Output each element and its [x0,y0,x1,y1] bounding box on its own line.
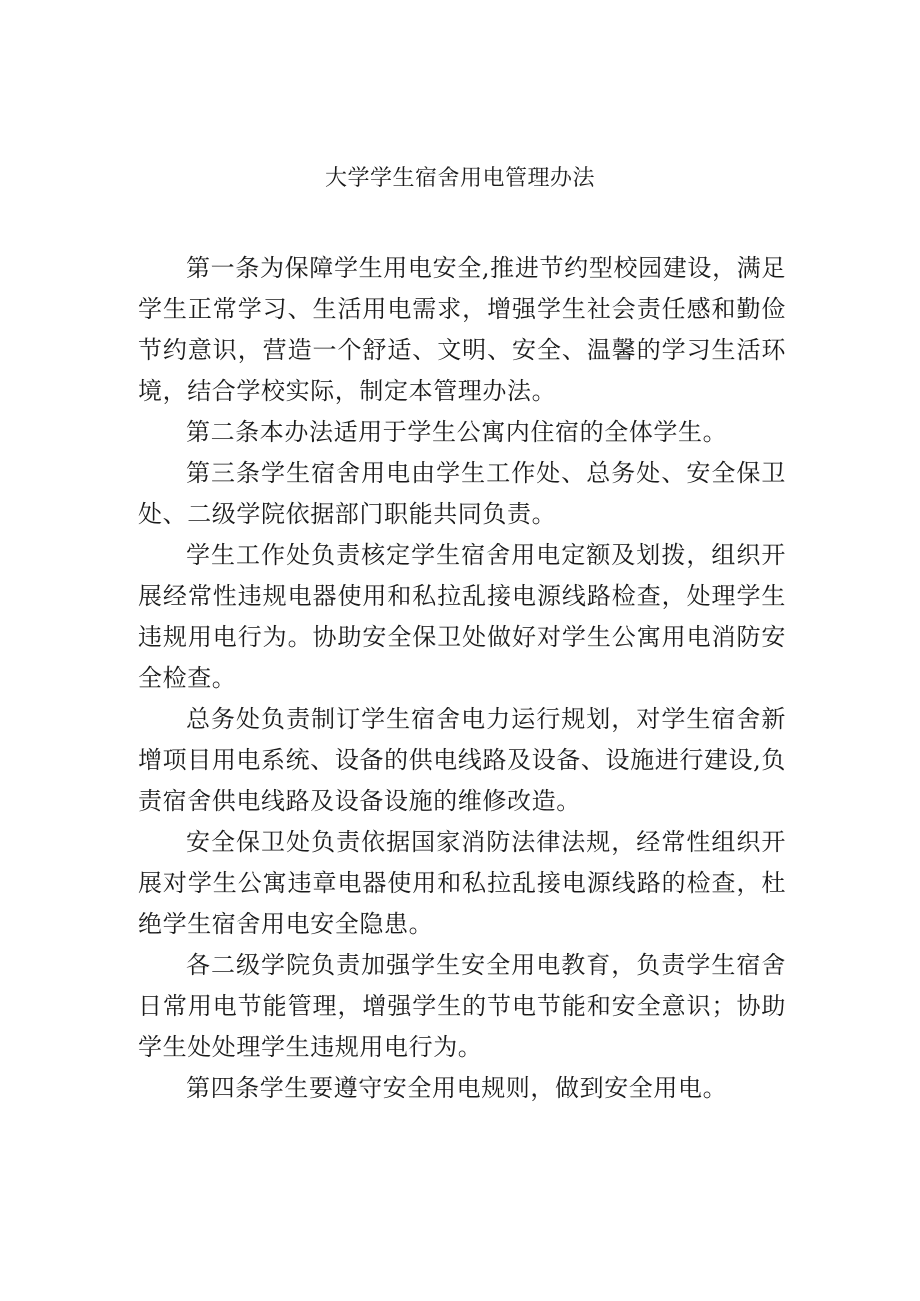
general-affairs-duty-paragraph: 总务处负责制订学生宿舍电力运行规划，对学生宿舍新增项目用电系统、设备的供电线路及设备、设施进行建设,负责宿舍供电线路及设备设施的维修改造。 [138,705,786,815]
article-3-paragraph: 第三条学生宿舍用电由学生工作处、总务处、安全保卫处、二级学院依据部门职能共同负责。 [138,459,786,528]
document-title: 大学学生宿舍用电管理办法 [324,166,595,191]
article-1-paragraph: 第一条为保障学生用电安全,推进节约型校园建设，满足学生正常学习、生活用电需求，增强学生社会责任感和勤俭节约意识，营造一个舒适、文明、安全、温馨的学习生活环境，结合学校实际，制定本管理办法。 [138,254,786,405]
document-body [138,248,786,1109]
article-4-paragraph: 第四条学生要遵守安全用电规则，做到安全用电。 [186,1074,728,1102]
article-2-paragraph: 第二条本办法适用于学生公寓内住宿的全体学生。 [186,418,728,446]
student-affairs-duty-paragraph: 学生工作处负责核定学生宿舍用电定额及划拨，组织开展经常性违规电器使用和私拉乱接电源线路检查，处理学生违规用电行为。协助安全保卫处做好对学生公寓用电消防安全检查。 [138,541,786,692]
security-duty-paragraph: 安全保卫处负责依据国家消防法律法规，经常性组织开展对学生公寓违章电器使用和私拉乱接电源线路的检查，杜绝学生宿舍用电安全隐患。 [138,828,786,938]
colleges-duty-paragraph: 各二级学院负责加强学生安全用电教育，负责学生宿舍日常用电节能管理，增强学生的节电节能和安全意识；协助学生处处理学生违规用电行为。 [138,951,786,1061]
